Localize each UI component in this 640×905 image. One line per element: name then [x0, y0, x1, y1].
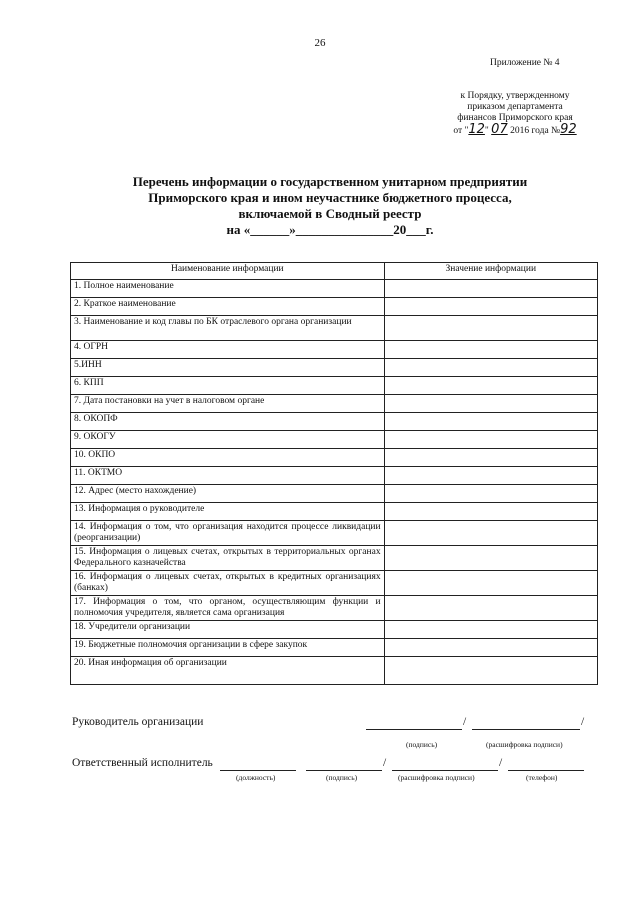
order-reference-line2: приказом департамента: [467, 102, 563, 112]
row-value-cell: [384, 341, 597, 359]
row-name: 4. ОГРН: [71, 341, 385, 359]
row-name: 11. ОКТМО: [71, 467, 385, 485]
row-value-cell: [384, 485, 597, 503]
table-row: [71, 316, 598, 341]
row-name: 15. Информация о лицевых счетах, открытых в территориальных органах Федерального казначейства: [71, 546, 385, 571]
row-name: 14. Информация о том, что организация находится процессе ликвидации (реорганизации): [71, 521, 385, 546]
date-sep: ": [484, 126, 492, 136]
row-name: 20. Иная информация об организации: [71, 657, 385, 685]
table-row: [71, 377, 598, 395]
header-value: Значение информации: [384, 263, 597, 280]
table-row: [71, 431, 598, 449]
row-value-cell: [384, 359, 597, 377]
executor-phone-line: [508, 770, 584, 771]
table-row: [71, 467, 598, 485]
information-table: [70, 262, 598, 685]
row-value-cell: [384, 298, 597, 316]
table-row: [71, 657, 598, 685]
table-row: [71, 621, 598, 639]
table-row: [71, 546, 598, 571]
head-slash-1: /: [463, 716, 467, 728]
appendix-label: Приложение № 4: [490, 58, 560, 68]
executor-decode-line: [392, 770, 498, 771]
title-line2: Приморского края и ином неучастнике бюджетного процесса,: [148, 190, 512, 205]
table-row: [71, 395, 598, 413]
table-row: [71, 503, 598, 521]
order-reference-line3: финансов Приморского края: [457, 113, 573, 123]
handwritten-month: 07: [491, 122, 508, 137]
row-name: 9. ОКОГУ: [71, 431, 385, 449]
row-name: 13. Информация о руководителе: [71, 503, 385, 521]
handwritten-number: 92: [560, 122, 577, 137]
head-signature-line: [366, 729, 462, 730]
row-name: 16. Информация о лицевых счетах, открытых в кредитных организациях (банках): [71, 571, 385, 596]
row-name: 2. Краткое наименование: [71, 298, 385, 316]
row-name: 18. Учредители организации: [71, 621, 385, 639]
order-reference-date: [440, 124, 590, 137]
order-reference: [440, 91, 590, 137]
head-caption-decode: (расшифровка подписи): [486, 740, 563, 749]
document-title: [100, 174, 560, 238]
row-name: 5.ИНН: [71, 359, 385, 377]
table-row: [71, 359, 598, 377]
executor-slash-2: /: [499, 757, 503, 769]
date-year: 2016 года №: [507, 126, 561, 136]
row-value-cell: [384, 571, 597, 596]
row-value-cell: [384, 280, 597, 298]
executor-label: Ответственный исполнитель: [72, 757, 213, 769]
row-name: 1. Полное наименование: [71, 280, 385, 298]
row-value-cell: [384, 377, 597, 395]
row-name: 17. Информация о том, что органом, осуществляющим функции и полномочия учредителя, является сама организация: [71, 596, 385, 621]
row-value-cell: [384, 639, 597, 657]
table-row: [71, 413, 598, 431]
row-value-cell: [384, 596, 597, 621]
row-value-cell: [384, 546, 597, 571]
row-name: 12. Адрес (место нахождение): [71, 485, 385, 503]
title-line3: включаемой в Сводный реестр: [238, 206, 422, 221]
table-row: [71, 449, 598, 467]
table-row: [71, 521, 598, 546]
head-caption-signature: (подпись): [406, 740, 438, 749]
row-value-cell: [384, 503, 597, 521]
table-row: [71, 485, 598, 503]
row-name: 6. КПП: [71, 377, 385, 395]
executor-caption-position: (должность): [236, 773, 276, 782]
row-name: 8. ОКОПФ: [71, 413, 385, 431]
date-prefix: от ": [453, 126, 469, 136]
row-name: 7. Дата постановки на учет в налоговом органе: [71, 395, 385, 413]
title-line4: на «______»_______________20___г.: [226, 222, 434, 237]
row-name: 3. Наименование и код главы по БК отраслевого органа организации: [71, 316, 385, 341]
row-value-cell: [384, 395, 597, 413]
header-name: Наименование информации: [71, 263, 385, 280]
row-value-cell: [384, 316, 597, 341]
executor-position-line: [220, 770, 296, 771]
row-value-cell: [384, 431, 597, 449]
row-value-cell: [384, 521, 597, 546]
row-value-cell: [384, 413, 597, 431]
row-value-cell: [384, 657, 597, 685]
table-row: [71, 596, 598, 621]
head-slash-2: /: [581, 716, 585, 728]
row-value-cell: [384, 467, 597, 485]
table-row: [71, 639, 598, 657]
row-value-cell: [384, 449, 597, 467]
executor-caption-decode: (расшифровка подписи): [398, 773, 475, 782]
head-label: Руководитель организации: [72, 716, 204, 728]
executor-caption-phone: (телефон): [526, 773, 558, 782]
handwritten-day: 12: [468, 122, 485, 137]
row-name: 10. ОКПО: [71, 449, 385, 467]
table-row: [71, 571, 598, 596]
executor-slash-1: /: [383, 757, 387, 769]
executor-caption-signature: (подпись): [326, 773, 358, 782]
page-number: 26: [314, 37, 326, 49]
table-row: [71, 298, 598, 316]
table-header-row: [71, 263, 598, 280]
title-line1: Перечень информации о государственном унитарном предприятии: [132, 174, 528, 189]
table-row: [71, 341, 598, 359]
executor-signature-line: [306, 770, 382, 771]
row-value-cell: [384, 621, 597, 639]
row-name: 19. Бюджетные полномочия организации в сфере закупок: [71, 639, 385, 657]
table-row: [71, 280, 598, 298]
head-decode-line: [472, 729, 580, 730]
order-reference-line1: к Порядку, утвержденному: [460, 91, 570, 101]
